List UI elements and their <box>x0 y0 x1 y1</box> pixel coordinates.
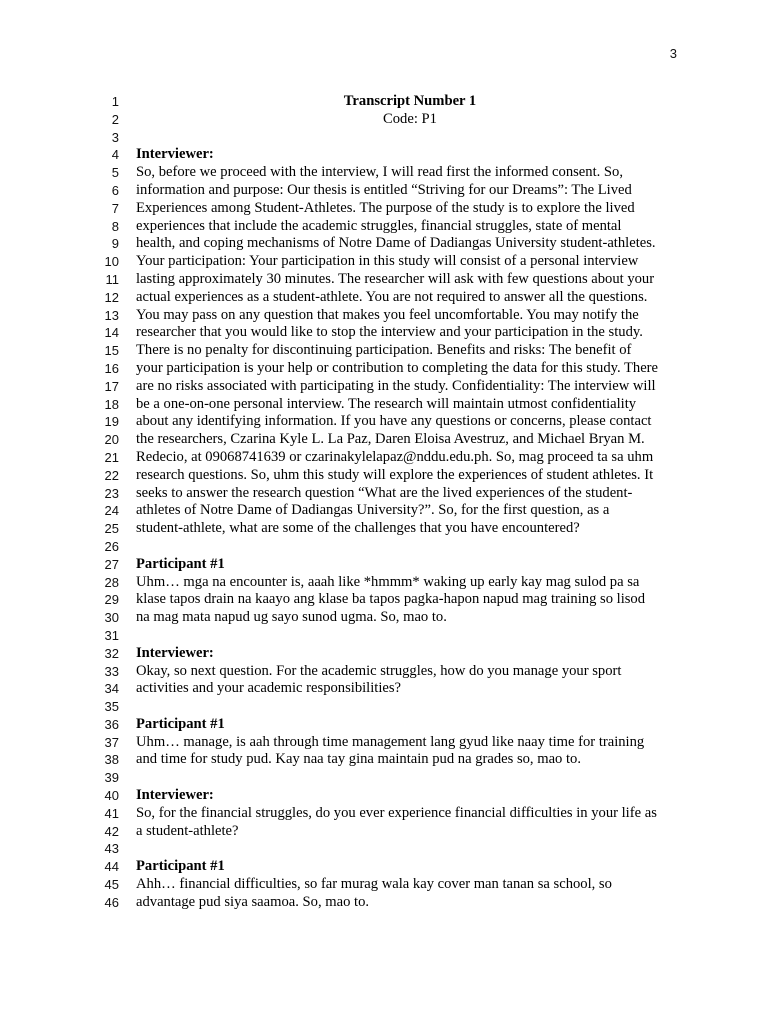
line-text: advantage pud siya saamoa. So, mao to. <box>136 893 370 910</box>
transcript-line <box>0 805 768 823</box>
transcript-line <box>0 894 768 912</box>
transcript-line <box>0 609 768 627</box>
speaker-label: Interviewer: <box>136 146 214 163</box>
line-text: experiences that include the academic struggles, financial struggles, state of mental <box>136 217 622 234</box>
line-text: about any identifying information. If you have any questions or concerns, please contact <box>136 413 652 430</box>
line-number: 43 <box>104 841 119 857</box>
line-number: 1 <box>111 94 119 109</box>
line-number: 31 <box>104 627 119 643</box>
line-number: 24 <box>104 503 119 519</box>
line-number: 20 <box>104 432 119 448</box>
transcript-code: Code: P1 <box>383 110 437 127</box>
transcript-line <box>0 858 768 876</box>
line-text: your participation is your help or contribution to completing the data for this study. There <box>136 359 659 376</box>
line-number: 14 <box>104 325 119 341</box>
transcript-line <box>0 413 768 431</box>
line-text: seeks to answer the research question “What are the lived experiences of the student- <box>136 484 633 501</box>
line-text: athletes of Notre Dame of Dadiangas University?”. So, for the first question, as a <box>136 502 610 519</box>
transcript-line <box>0 396 768 414</box>
line-number: 2 <box>111 111 119 127</box>
transcript-line <box>0 645 768 663</box>
transcript-line <box>0 627 768 645</box>
transcript-line <box>0 218 768 236</box>
line-text: actual experiences as a student-athlete. You are not required to answer all the questions. <box>136 288 648 305</box>
transcript-line <box>0 751 768 769</box>
line-text: lasting approximately 30 minutes. The researcher will ask with few questions about your <box>136 270 655 287</box>
line-text: There is no penalty for discontinuing participation. Benefits and risks: The benefit of <box>136 342 632 359</box>
transcript-line <box>0 271 768 289</box>
line-text: klase tapos drain na kaayo ang klase ba tapos pagka-hapon napud mag training so lisod <box>136 591 646 608</box>
transcript-line <box>0 591 768 609</box>
line-number: 37 <box>104 734 119 750</box>
transcript-line <box>0 111 768 129</box>
transcript-line <box>0 342 768 360</box>
transcript-line <box>0 129 768 147</box>
line-number: 12 <box>104 289 119 305</box>
line-number: 22 <box>104 467 119 483</box>
line-text: Uhm… mga na encounter is, aaah like *hmmm* waking up early kay mag sulod pa sa <box>136 573 640 590</box>
transcript-line <box>0 467 768 485</box>
transcript-line <box>0 556 768 574</box>
line-text: and time for study pud. Kay naa tay gina maintain pud na grades so, mao to. <box>136 751 582 768</box>
line-number: 32 <box>104 645 119 661</box>
transcript-line <box>0 769 768 787</box>
line-text: activities and your academic responsibilities? <box>136 680 402 697</box>
line-number: 44 <box>104 859 119 875</box>
line-number: 8 <box>111 218 119 234</box>
transcript-line <box>0 734 768 752</box>
transcript-line <box>0 663 768 681</box>
line-text: na mag mata napud ug sayo sunod ugma. So, mao to. <box>136 609 447 626</box>
line-text: health, and coping mechanisms of Notre Dame of Dadiangas University student-athletes. <box>136 235 656 252</box>
line-number: 17 <box>104 378 119 394</box>
line-text: So, for the financial struggles, do you ever experience financial difficulties in your life as <box>136 804 657 821</box>
line-text: Ahh… financial difficulties, so far murag wala kay cover man tanan sa school, so <box>136 876 612 893</box>
transcript-line <box>0 716 768 734</box>
line-number: 42 <box>104 823 119 839</box>
transcript-line <box>0 253 768 271</box>
transcript-line <box>0 787 768 805</box>
line-number: 28 <box>104 574 119 590</box>
transcript-line <box>0 538 768 556</box>
speaker-label: Interviewer: <box>136 644 214 661</box>
line-number: 39 <box>104 770 119 786</box>
line-number: 38 <box>104 752 119 768</box>
speaker-label: Interviewer: <box>136 787 214 804</box>
transcript-line <box>0 360 768 378</box>
line-number: 23 <box>104 485 119 501</box>
line-number: 4 <box>111 147 119 163</box>
transcript-line <box>0 876 768 894</box>
line-number: 7 <box>111 200 119 216</box>
line-number: 15 <box>104 343 119 359</box>
transcript-line <box>0 698 768 716</box>
transcript-title: Transcript Number 1 <box>343 93 477 109</box>
line-text: Your participation: Your participation in this study will consist of a personal interview <box>136 253 639 270</box>
transcript-line <box>0 93 768 111</box>
transcript-line <box>0 289 768 307</box>
line-text: Redecio, at 09068741639 or czarinakylelapaz@nddu.edu.ph. So, mag proceed ta sa uhm <box>136 448 654 465</box>
line-text: Okay, so next question. For the academic struggles, how do you manage your sport <box>136 662 622 679</box>
line-text: You may pass on any question that makes you feel uncomfortable. You may notify the <box>136 306 639 323</box>
line-text: are no risks associated with participating in the study. Confidentiality: The interview will <box>136 377 656 394</box>
line-number: 30 <box>104 610 119 626</box>
transcript-line <box>0 182 768 200</box>
line-number: 29 <box>104 592 119 608</box>
line-text: information and purpose: Our thesis is entitled “Striving for our Dreams”: The Lived <box>136 181 632 198</box>
transcript-line <box>0 449 768 467</box>
line-number: 13 <box>104 307 119 323</box>
line-number: 6 <box>111 182 119 198</box>
transcript-line <box>0 235 768 253</box>
line-text: be a one-on-one personal interview. The research will maintain utmost confidentiality <box>136 395 637 412</box>
transcript-line <box>0 307 768 325</box>
line-text: research questions. So, uhm this study will explore the experiences of student athletes. It <box>136 466 654 483</box>
transcript-line <box>0 200 768 218</box>
line-number: 11 <box>105 271 119 287</box>
line-number: 46 <box>104 894 119 910</box>
line-number: 18 <box>104 396 119 412</box>
transcript-line <box>0 574 768 592</box>
line-text: student-athlete, what are some of the challenges that you have encountered? <box>136 520 580 537</box>
transcript-body <box>0 93 768 912</box>
line-number: 10 <box>104 254 119 270</box>
line-number: 25 <box>104 521 119 537</box>
speaker-label: Participant #1 <box>136 555 225 572</box>
line-number: 34 <box>104 681 119 697</box>
line-number: 16 <box>104 360 119 376</box>
transcript-line <box>0 164 768 182</box>
line-text: So, before we proceed with the interview, I will read first the informed consent. So, <box>136 164 623 181</box>
transcript-line <box>0 146 768 164</box>
line-text: the researchers, Czarina Kyle L. La Paz, Daren Eloisa Avestruz, and Michael Bryan M. <box>136 431 645 448</box>
line-number: 27 <box>104 556 119 572</box>
line-number: 35 <box>104 699 119 715</box>
line-number: 26 <box>104 538 119 554</box>
line-number: 19 <box>104 414 119 430</box>
line-number: 45 <box>104 877 119 893</box>
line-text: Experiences among Student-Athletes. The purpose of the study is to explore the lived <box>136 199 635 216</box>
transcript-line <box>0 378 768 396</box>
line-text: researcher that you would like to stop the interview and your participation in the study. <box>136 324 643 341</box>
line-number: 40 <box>104 788 119 804</box>
transcript-line <box>0 840 768 858</box>
line-number: 41 <box>104 805 119 821</box>
transcript-line <box>0 431 768 449</box>
transcript-line <box>0 485 768 503</box>
transcript-line <box>0 680 768 698</box>
page-number: 3 <box>669 46 677 61</box>
line-number: 3 <box>111 129 119 145</box>
line-number: 9 <box>111 236 119 252</box>
line-number: 21 <box>104 449 119 465</box>
speaker-label: Participant #1 <box>136 715 225 732</box>
transcript-line <box>0 324 768 342</box>
transcript-line <box>0 502 768 520</box>
line-number: 5 <box>111 165 119 181</box>
transcript-line <box>0 823 768 841</box>
line-text: a student-athlete? <box>136 822 239 839</box>
line-text: Uhm… manage, is aah through time management lang gyud like naay time for training <box>136 733 645 750</box>
speaker-label: Participant #1 <box>136 858 225 875</box>
line-number: 36 <box>104 716 119 732</box>
line-number: 33 <box>104 663 119 679</box>
transcript-line <box>0 520 768 538</box>
